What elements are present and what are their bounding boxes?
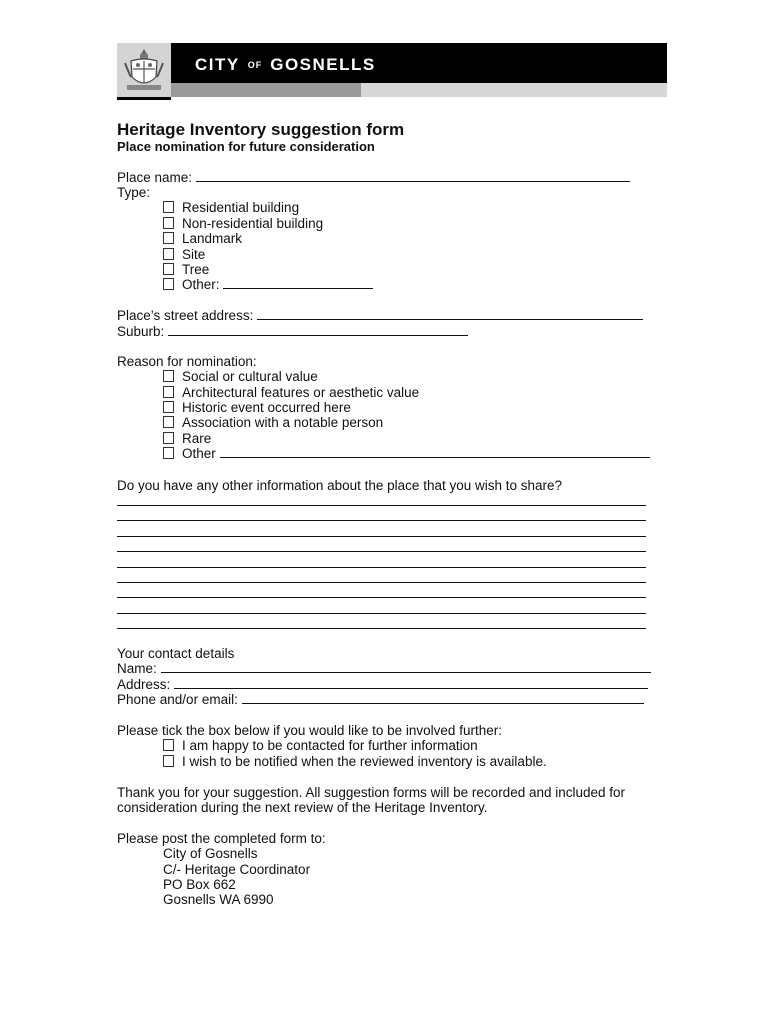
other-info-line[interactable] [117, 567, 646, 568]
reason-option-social[interactable]: Social or cultural value [163, 369, 318, 384]
checkbox[interactable] [163, 232, 174, 244]
thanks-line-2: consideration during the next review of the Heritage Inventory. [117, 800, 488, 815]
tick-instruction: Please tick the box below if you would like to be involved further: [117, 723, 502, 738]
checkbox[interactable] [163, 386, 174, 398]
name-field[interactable] [161, 661, 651, 673]
reason-option-association[interactable]: Association with a notable person [163, 415, 383, 430]
street-address-row [117, 308, 643, 323]
checkbox[interactable] [163, 739, 174, 751]
checkbox[interactable] [163, 217, 174, 229]
name-label: Name: [117, 661, 157, 676]
other-info-line[interactable] [117, 520, 646, 521]
phone-email-label: Phone and/or email: [117, 692, 238, 707]
checkbox[interactable] [163, 432, 174, 444]
other-info-line[interactable] [117, 536, 646, 537]
header-banner [117, 43, 667, 99]
checkbox[interactable] [163, 201, 174, 213]
other-info-line[interactable] [117, 551, 646, 552]
grey-stripe [171, 83, 667, 97]
street-address-label: Place’s street address: [117, 308, 254, 323]
thanks-line-1: Thank you for your suggestion. All suggestion forms will be recorded and included for [117, 785, 626, 800]
type-other-field[interactable] [223, 277, 373, 289]
reason-label: Reason for nomination: [117, 354, 257, 369]
checkbox[interactable] [163, 263, 174, 275]
type-option-residential[interactable]: Residential building [163, 200, 299, 215]
checkbox[interactable] [163, 370, 174, 382]
phone-email-row [117, 692, 644, 707]
type-option-landmark[interactable]: Landmark [163, 231, 242, 246]
brand-wordmark: CITY OF GOSNELLS [195, 55, 376, 74]
post-label: Please post the completed form to: [117, 831, 326, 846]
form-title: Heritage Inventory suggestion form [117, 120, 405, 139]
checkbox[interactable] [163, 401, 174, 413]
checkbox[interactable] [163, 416, 174, 428]
post-address-line: City of Gosnells [163, 846, 258, 861]
suburb-field[interactable] [168, 324, 468, 336]
post-address-line: Gosnells WA 6990 [163, 892, 274, 907]
post-address-line: C/- Heritage Coordinator [163, 862, 311, 877]
checkbox[interactable] [163, 248, 174, 260]
involvement-option-contact[interactable]: I am happy to be contacted for further information [163, 738, 478, 753]
suburb-row [117, 324, 468, 339]
other-info-question: Do you have any other information about the place that you wish to share? [117, 478, 563, 493]
type-option-site[interactable]: Site [163, 247, 205, 262]
reason-option-other[interactable]: Other [163, 446, 650, 461]
other-info-line[interactable] [117, 597, 646, 598]
place-name-label: Place name: [117, 170, 193, 185]
place-name-row [117, 170, 630, 185]
reason-option-historic[interactable]: Historic event occurred here [163, 400, 351, 415]
address-label: Address: [117, 677, 171, 692]
reason-option-architectural[interactable]: Architectural features or aesthetic value [163, 385, 419, 400]
type-label: Type: [117, 185, 151, 200]
other-info-line[interactable] [117, 628, 646, 629]
other-info-line[interactable] [117, 613, 646, 614]
form-subtitle: Place nomination for future consideration [117, 139, 375, 154]
phone-email-field[interactable] [242, 692, 644, 704]
post-address-line: PO Box 662 [163, 877, 236, 892]
type-option-tree[interactable]: Tree [163, 262, 209, 277]
other-info-line[interactable] [117, 505, 646, 506]
name-row [117, 661, 651, 676]
suburb-label: Suburb: [117, 324, 165, 339]
city-crest-logo [117, 43, 171, 99]
address-row [117, 677, 648, 692]
street-address-field[interactable] [257, 308, 643, 320]
crest-underline [117, 97, 171, 100]
checkbox[interactable] [163, 278, 174, 290]
reason-other-field[interactable] [220, 446, 650, 458]
reason-option-rare[interactable]: Rare [163, 431, 211, 446]
other-info-line[interactable] [117, 582, 646, 583]
place-name-field[interactable] [196, 170, 630, 182]
contact-heading: Your contact details [117, 646, 235, 661]
type-option-other[interactable]: Other: [163, 277, 373, 292]
involvement-option-notify[interactable]: I wish to be notified when the reviewed inventory is available. [163, 754, 547, 769]
address-field[interactable] [174, 677, 648, 689]
type-option-non-residential[interactable]: Non-residential building [163, 216, 323, 231]
checkbox[interactable] [163, 755, 174, 767]
checkbox[interactable] [163, 447, 174, 459]
